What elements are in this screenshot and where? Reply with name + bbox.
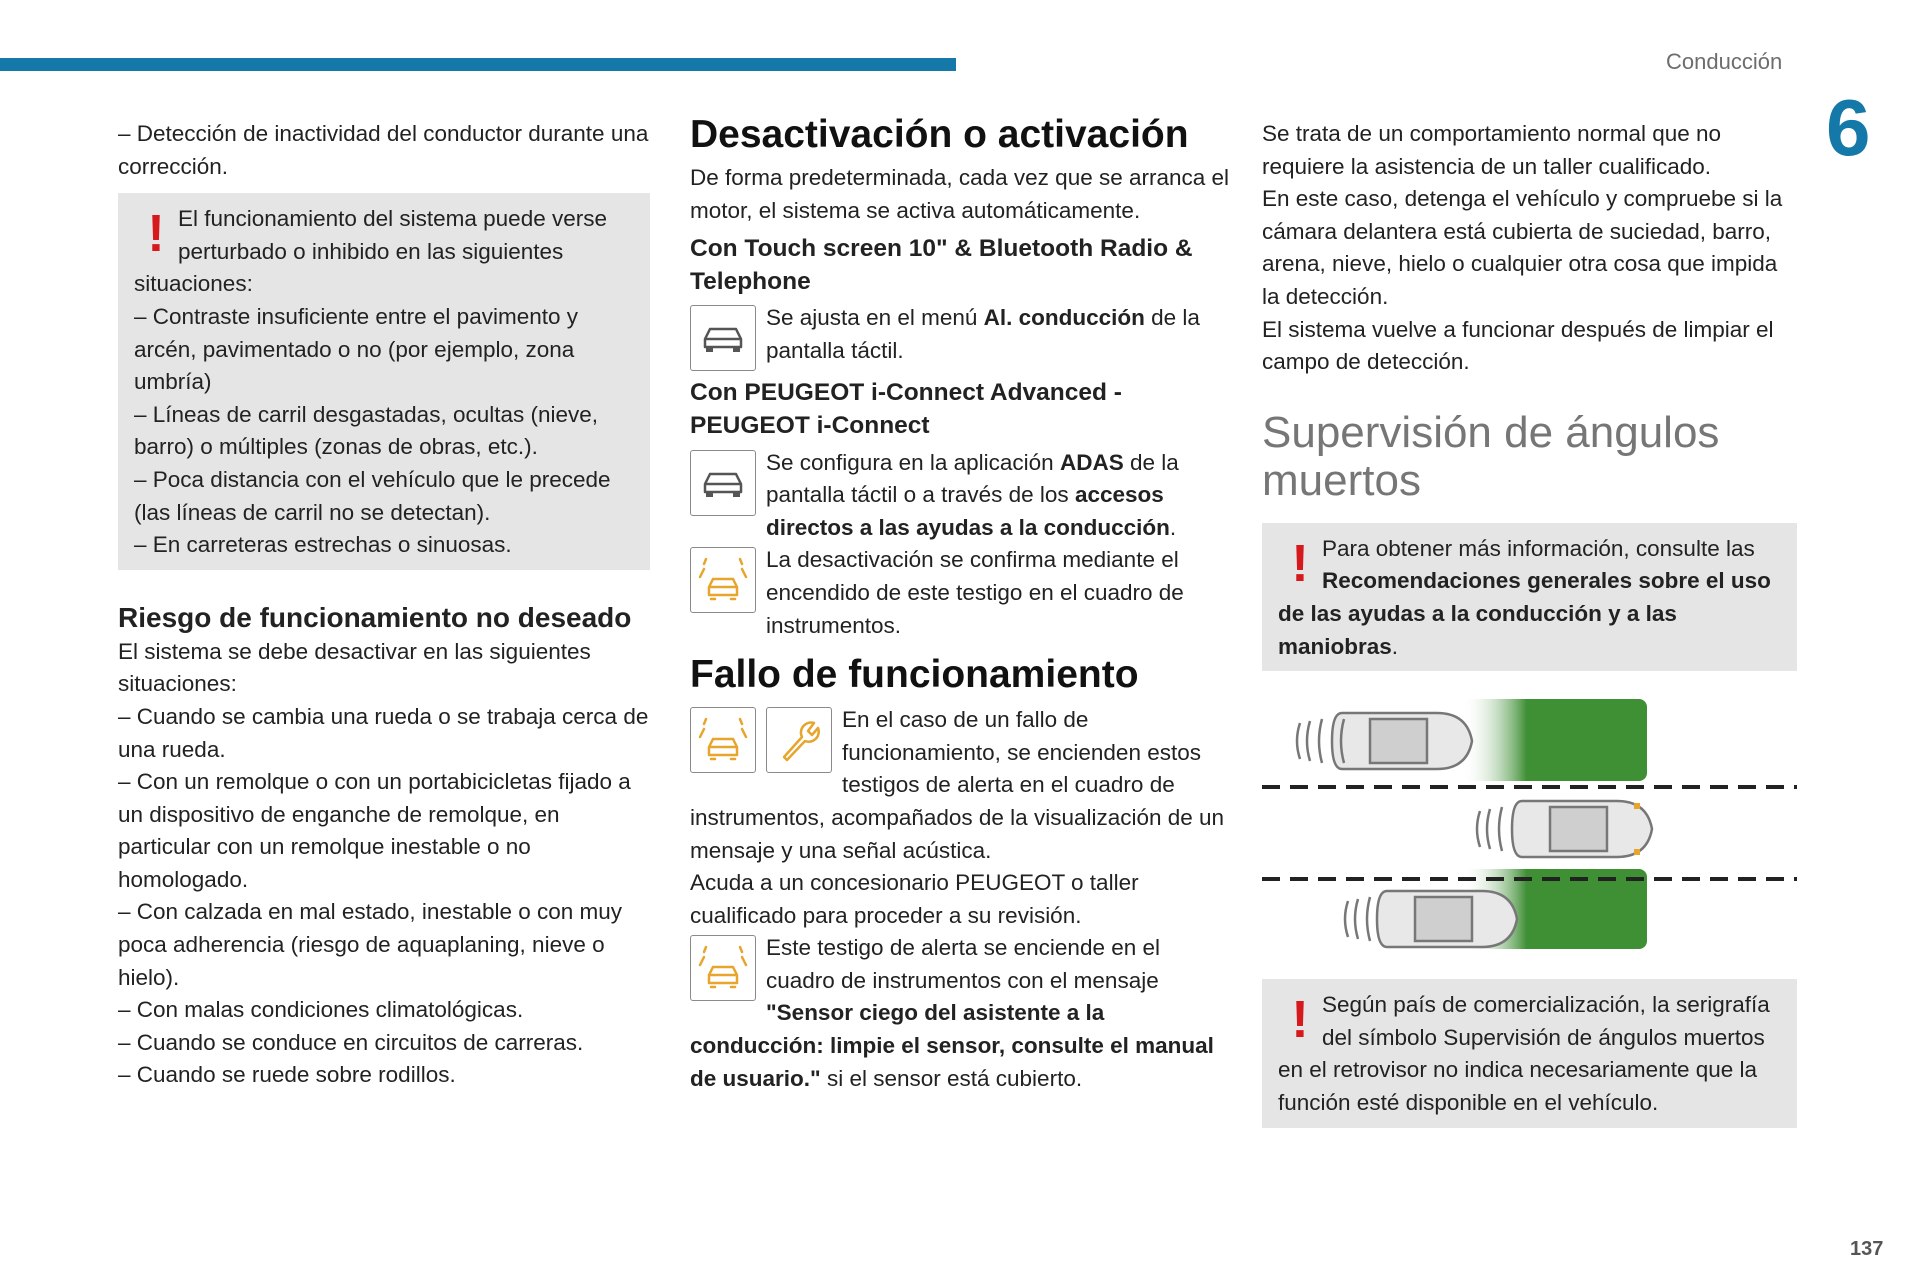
warning-reference: Recomendaciones generales sobre el uso de las ayudas a la conducción y a las maniobras [1278,568,1771,659]
warning-text: El funcionamiento del sistema puede verse perturbado o inhibido en las siguientes situaciones: [134,206,607,297]
list-item: – Con calzada en mal estado, inestable o con muy poca adherencia (riesgo de aquaplaning, nieve o hielo). [118,899,623,990]
indicator-text: si el sensor está cubierto. [820,1065,1083,1091]
subheading-iconnect: Con PEUGEOT i-Connect Advanced - PEUGEOT i-Connect [690,379,1122,439]
body-text: De forma predeterminada, cada vez que se arranca el motor, el sistema se activa automáticamente. [690,165,1230,223]
setting-text: de la pantalla táctil o a través de los [766,449,1179,508]
blind-spot-diagram [1262,699,1797,949]
body-text: Se trata de un comportamiento normal que no requiere la asistencia de un taller cualificado. [1262,121,1722,179]
car-ego [1477,801,1652,857]
heading-risk: Riesgo de funcionamiento no deseado [118,601,632,633]
header-accent-bar [0,58,956,71]
setting-text: Se configura en la aplicación [766,449,1060,475]
car-settings-icon [690,450,756,516]
intro-text: – Detección de inactividad del conductor durante una corrección. [118,121,649,179]
setting-text: Se ajusta en el menú [766,305,984,331]
warning-icon: ! [147,205,165,264]
body-text: En este caso, detenga el vehículo y compruebe si la cámara delantera está cubierta de suciedad, barro, arena, nieve, hielo o cualquier otra cosa que impida la detección. [1262,186,1783,309]
app-name: ADAS [1059,449,1124,475]
column-middle [690,112,1230,1095]
page-number: 137 [1850,1238,1884,1260]
warning-box [1262,979,1797,1127]
heading-deactivation: Desactivación o activación [690,113,1189,156]
setting-text: de la pantalla táctil. [766,305,1200,363]
setting-text: . [1169,514,1177,540]
lane-warning-light-icon [690,935,756,1001]
warning-text: Según país de comercialización, la serigrafía del símbolo Supervisión de ángulos muertos en el retrovisor no indica necesariamente que la función esté disponible en el vehículo. [1278,992,1770,1115]
body-text: El sistema vuelve a funcionar después de limpiar el campo de detección. [1262,316,1774,375]
detection-zone-left [1462,699,1647,781]
warning-box [118,193,650,570]
car-right-lane [1345,891,1517,947]
car-left-lane [1297,713,1472,769]
warning-text: . [1391,633,1399,659]
indicator-text: La desactivación se confirma mediante el encendido de este testigo en el cuadro de instrumentos. [766,547,1184,638]
warning-item: – Contraste insuficiente entre el pavimento y arcén, pavimentado o no (por ejemplo, zona umbría) [134,303,578,395]
menu-name: Al. conducción [983,305,1145,331]
warning-item: – Líneas de carril desgastadas, ocultas (nieve, barro) o múltiples (zonas de obras, etc.). [134,401,599,460]
lane-warning-light-icon [690,707,756,773]
chapter-number: 6 [1826,83,1871,172]
indicator-row [690,932,1230,1095]
warning-text: Para obtener más información, consulte las [1322,535,1755,561]
sensor-message: "Sensor ciego del asistente a la conducción: limpie el sensor, consulte el manual de usuario." [690,1000,1214,1091]
warning-icon: ! [1291,534,1309,593]
setting-row [690,302,1230,371]
malfunction-text: En el caso de un fallo de funcionamiento, se encienden estos testigos de alerta en el cuadro de instrumentos, acompañados de la visualización de un mensaje y una señal acústica. [690,707,1225,863]
list-item: – Cuando se conduce en circuitos de carreras. [118,1029,584,1055]
column-left [118,118,650,1092]
body-text: Acuda a un concesionario PEUGEOT o taller cualificado para proceder a su revisión. [690,870,1139,928]
lane-warning-light-icon [690,547,756,613]
warning-item: – Poca distancia con el vehículo que le precede (las líneas de carril no se detectan). [134,466,611,525]
body-text: El sistema se debe desactivar en las siguientes situaciones: [118,638,591,697]
wrench-icon [766,707,832,773]
malfunction-row [690,704,1230,867]
subheading-touchscreen: Con Touch screen 10" & Bluetooth Radio & Telephone [690,235,1193,295]
shortcut-name: accesos directos a las ayudas a la conducción [766,482,1170,540]
list-item: – Con malas condiciones climatológicas. [118,997,524,1023]
car-settings-icon [690,305,756,371]
list-item: – Con un remolque o con un portabicicletas fijado a un dispositivo de enganche de remolque, en particular con un remolque inestable o no homologado. [118,769,631,892]
heading-blind-spot: Supervisión de ángulos muertos [1262,407,1720,505]
column-right [1262,118,1797,1128]
list-item: – Cuando se cambia una rueda o se trabaja cerca de una rueda. [118,703,649,762]
warning-icon: ! [1291,991,1309,1050]
setting-row [690,447,1230,545]
indicator-text: Este testigo de alerta se enciende en el cuadro de instrumentos con el mensaje [766,935,1161,993]
section-title: Conducción [1666,49,1783,74]
heading-malfunction: Fallo de funcionamiento [690,653,1139,697]
warning-box [1262,523,1797,671]
warning-item: – En carreteras estrechas o sinuosas. [134,532,512,558]
list-item: – Cuando se ruede sobre rodillos. [118,1062,456,1088]
indicator-row [690,544,1230,642]
